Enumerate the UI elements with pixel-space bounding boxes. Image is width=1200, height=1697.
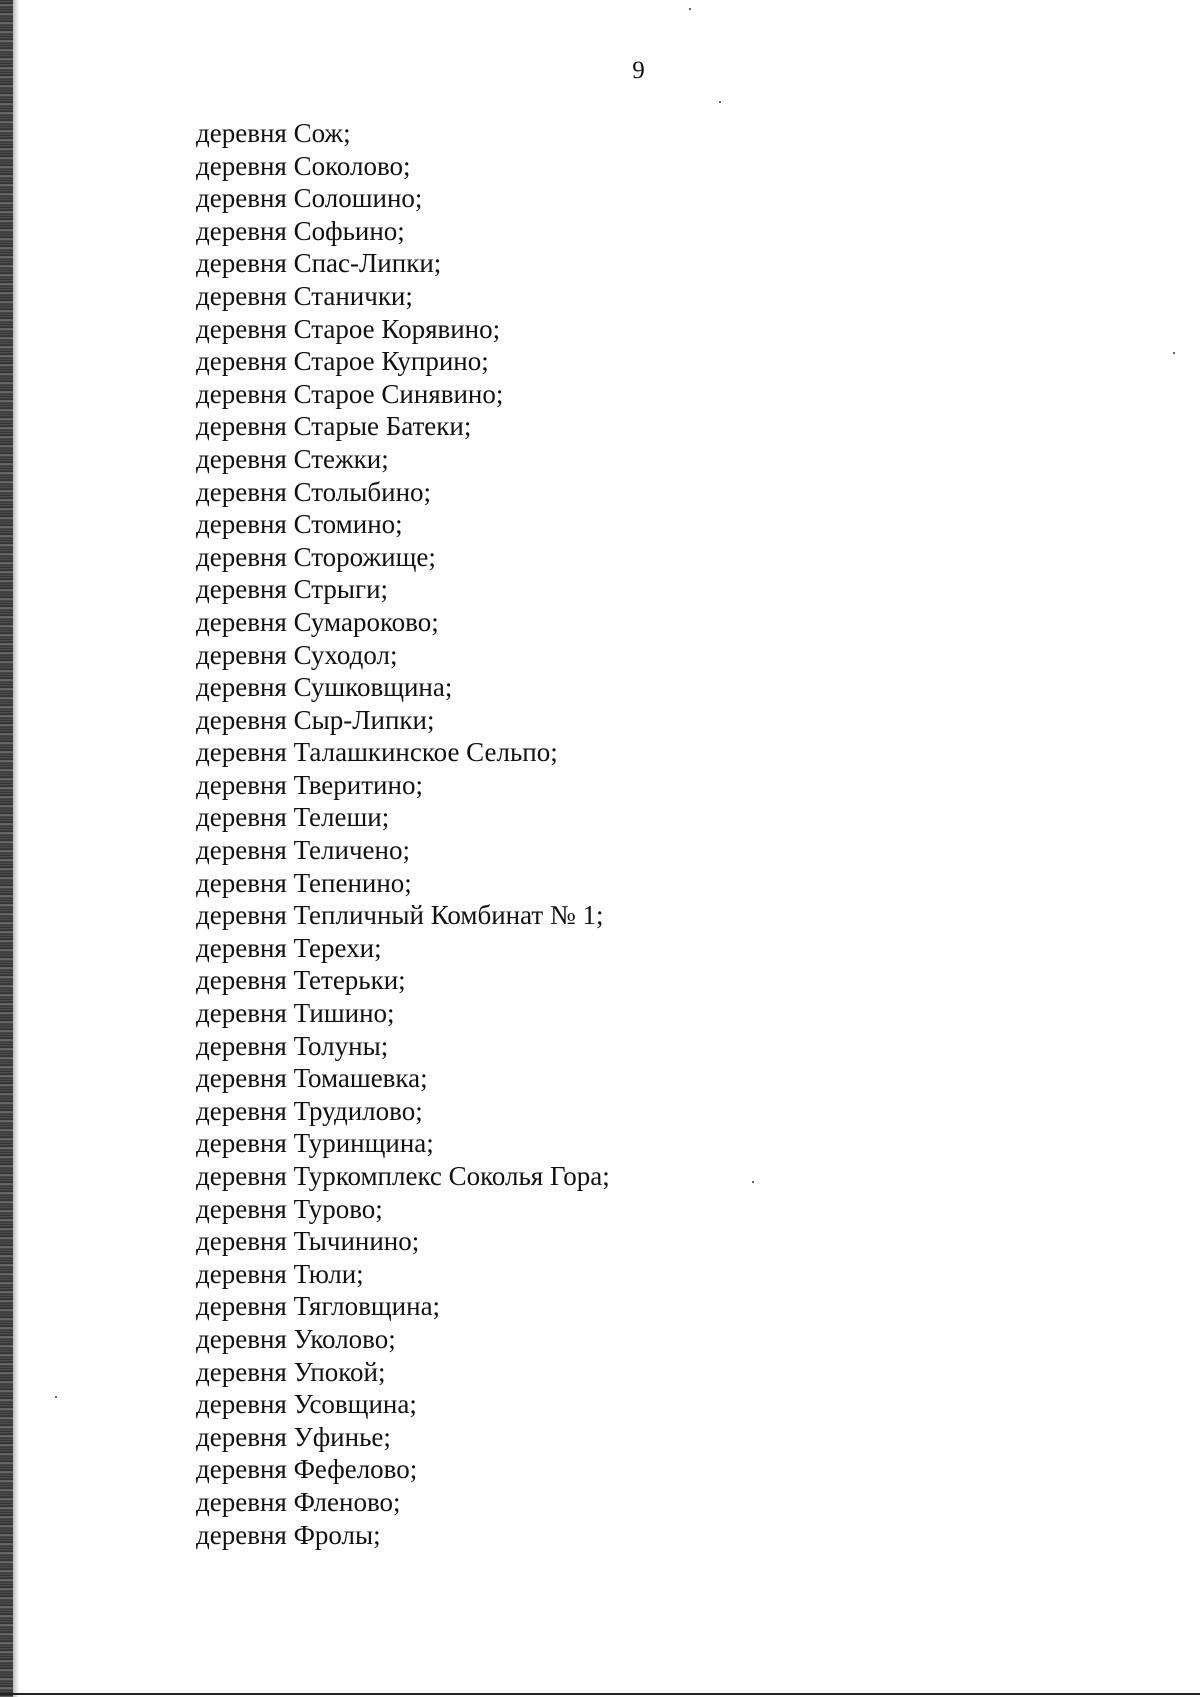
scan-edge-shadow [0, 0, 13, 1697]
list-item: деревня Туркомплекс Соколья Гора; [196, 1161, 610, 1191]
list-item: деревня Сумароково; [196, 606, 439, 637]
list-item: деревня Томашевка; [196, 1063, 428, 1094]
scan-speck [719, 101, 721, 103]
list-item: деревня Фленово; [196, 1486, 401, 1517]
list-item: деревня Уфинье; [196, 1421, 391, 1452]
list-item: деревня Станички; [196, 280, 413, 311]
list-item: деревня Теличено; [196, 835, 410, 866]
list-item: деревня Старое Куприно; [196, 346, 489, 377]
list-item: деревня Тишино; [196, 998, 395, 1029]
list-item: деревня Сушковщина; [196, 672, 453, 703]
list-item: деревня Старое Синявино; [196, 378, 504, 409]
list-item: деревня Сож; [196, 118, 351, 148]
scan-speck [689, 8, 691, 10]
list-item: деревня Старые Батеки; [196, 411, 472, 442]
list-item: деревня Тепличный Комбинат № 1; [196, 900, 604, 931]
list-item: деревня Спас-Липки; [196, 248, 442, 279]
village-list [196, 117, 610, 1551]
list-item: деревня Уколово; [196, 1323, 396, 1354]
list-item: деревня Трудилово; [196, 1095, 423, 1126]
scan-speck [752, 1181, 754, 1183]
list-item: деревня Стомино; [196, 509, 403, 540]
list-item: деревня Турово; [196, 1193, 383, 1224]
list-item: деревня Софьино; [196, 215, 405, 246]
list-item: деревня Туринщина; [196, 1128, 434, 1159]
list-item: деревня Тепенино; [196, 867, 412, 898]
list-item: деревня Солошино; [196, 183, 423, 214]
list-item: деревня Толуны; [196, 1030, 389, 1061]
list-item: деревня Столыбино; [196, 476, 432, 507]
list-item: деревня Талашкинское Сельпо; [196, 737, 558, 768]
list-item: деревня Соколово; [196, 150, 411, 181]
scan-speck [55, 1396, 57, 1398]
list-item: деревня Телеши; [196, 802, 390, 833]
list-item: деревня Стрыги; [196, 574, 389, 605]
list-item: деревня Тверитино; [196, 769, 423, 800]
list-item: деревня Сторожище; [196, 541, 436, 572]
scan-edge-fade [13, 0, 19, 1697]
list-item: деревня Фефелово; [196, 1454, 418, 1485]
list-item: деревня Суходол; [196, 639, 398, 670]
list-item: деревня Тягловщина; [196, 1291, 441, 1322]
list-item: деревня Тетерьки; [196, 965, 406, 996]
list-item: деревня Усовщина; [196, 1389, 417, 1420]
list-item: деревня Упокой; [196, 1356, 386, 1387]
list-item: деревня Терехи; [196, 932, 382, 963]
list-item: деревня Фролы; [196, 1519, 381, 1550]
page-number: 9 [632, 57, 645, 84]
list-item: деревня Сыр-Липки; [196, 704, 435, 735]
bottom-page-edge [0, 1693, 1200, 1695]
list-item: деревня Старое Корявино; [196, 313, 501, 344]
list-item: деревня Тычинино; [196, 1226, 420, 1257]
list-item: деревня Стежки; [196, 443, 389, 474]
list-item: деревня Тюли; [196, 1258, 364, 1289]
scan-speck [1173, 352, 1175, 354]
